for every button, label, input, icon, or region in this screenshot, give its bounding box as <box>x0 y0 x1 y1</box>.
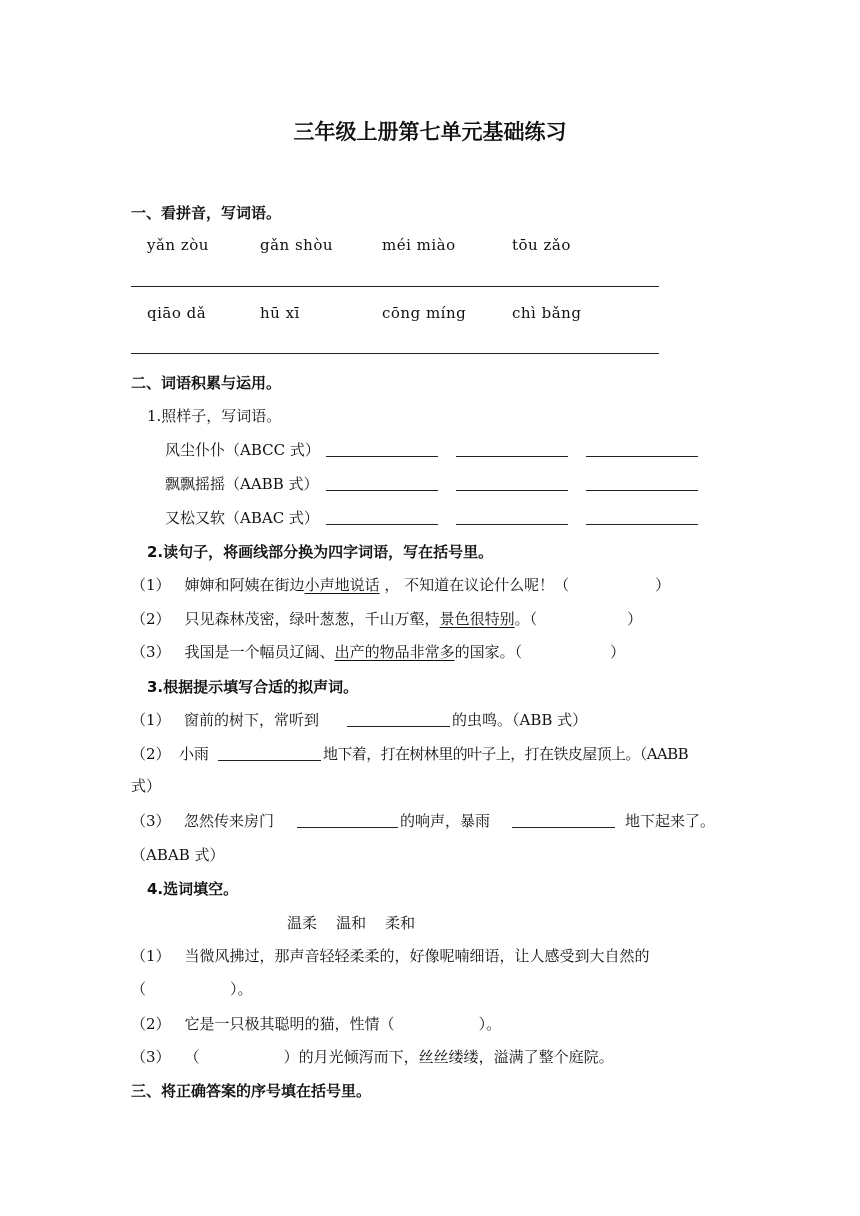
word-bank: 温柔 温和 柔和 <box>287 914 416 932</box>
sentence-text: 地下着，打在树林里的叶子上，打在铁皮屋顶上。（AABB <box>323 745 689 763</box>
sentence-text: 小雨 <box>179 745 210 763</box>
sentence-text: 窗前的树下，常听到 <box>184 711 320 729</box>
underlined-phrase: 出产的物品非常多 <box>334 643 455 661</box>
item-number: （3） <box>131 643 171 661</box>
sentence-text: 当微风拂过，那声音轻轻柔柔的，好像呢喃细语，让人感受到大自然的 <box>184 947 650 965</box>
bracket-open: （ <box>131 980 147 998</box>
question-title: 1.照样子，写词语。 <box>147 407 282 425</box>
answer-blank[interactable] <box>326 524 438 525</box>
item-number: （2） <box>131 610 171 628</box>
item-number: （1） <box>131 711 171 729</box>
sentence-text: 的虫鸣。（ABB 式） <box>452 711 588 729</box>
question-title: 2.读句子，将画线部分换为四字词语，写在括号里。 <box>147 543 494 561</box>
sentence-text: （ABAB 式） <box>131 846 225 864</box>
section-3-heading: 三、将正确答案的序号填在括号里。 <box>131 1082 372 1100</box>
sentence-text: 式） <box>131 777 162 795</box>
item-number: （2） <box>131 745 171 763</box>
answer-blank[interactable] <box>297 827 398 828</box>
item-number: （1） <box>131 576 171 594</box>
answer-blank[interactable] <box>456 524 568 525</box>
sentence-text: ， 不知道在议论什么呢！（ <box>379 576 570 594</box>
pinyin-item: qiāo dǎ <box>147 304 207 322</box>
sentence-text: 忽然传来房门 <box>184 812 275 830</box>
answer-blank[interactable] <box>347 726 450 727</box>
sentence-text: 的响声，暴雨 <box>400 812 491 830</box>
answer-blank[interactable] <box>456 490 568 491</box>
sentence-text: 地下起来了。 <box>625 812 716 830</box>
writing-line[interactable] <box>131 353 659 354</box>
item-number: （3） <box>131 1048 171 1066</box>
answer-blank[interactable] <box>512 827 615 828</box>
pinyin-item: chì bǎng <box>512 304 582 322</box>
answer-blank[interactable] <box>326 456 438 457</box>
sentence-text: 。（ <box>514 610 538 628</box>
sentence-text: 它是一只极其聪明的猫，性情（ <box>184 1015 395 1033</box>
bracket-open: （ <box>184 1048 200 1066</box>
sentence-item <box>131 608 642 629</box>
pinyin-item: yǎn zòu <box>147 236 209 254</box>
sentence-text: 只见森林茂密，绿叶葱葱，千山万壑， <box>184 610 440 628</box>
sentence-text: ）的月光倾泻而下，丝丝缕缕，溢满了整个庭院。 <box>283 1048 614 1066</box>
pattern-example: 风尘仆仆（ABCC 式） <box>165 441 320 459</box>
sentence-item <box>131 945 650 966</box>
pinyin-item: hū xī <box>260 304 300 322</box>
pattern-example: 飘飘摇摇（AABB 式） <box>165 475 319 493</box>
bracket-close: ） <box>655 576 671 594</box>
section-1-heading: 一、看拼音，写词语。 <box>131 204 282 222</box>
section-2-heading: 二、词语积累与运用。 <box>131 374 282 392</box>
bracket-close: ） <box>610 643 626 661</box>
question-title: 3.根据提示填写合适的拟声词。 <box>147 678 359 696</box>
item-number: （3） <box>131 812 171 830</box>
item-number: （2） <box>131 1015 171 1033</box>
page-title: 三年级上册第七单元基础练习 <box>293 120 567 144</box>
pinyin-item: gǎn shòu <box>260 236 334 254</box>
bracket-close: ）。 <box>478 1015 502 1033</box>
answer-blank[interactable] <box>326 490 438 491</box>
underlined-phrase: 小声地说话 <box>304 576 380 594</box>
sentence-item <box>131 1046 614 1067</box>
question-title: 4.选词填空。 <box>147 880 239 898</box>
sentence-text: 婶婶和阿姨在街边 <box>184 576 305 594</box>
pinyin-item: tōu zǎo <box>512 236 571 254</box>
bracket-close: ） <box>627 610 643 628</box>
answer-blank[interactable] <box>586 456 698 457</box>
sentence-item <box>131 641 625 662</box>
underlined-phrase: 景色很特别 <box>439 610 515 628</box>
pinyin-item: méi miào <box>382 236 456 254</box>
pinyin-item: cōng míng <box>382 304 467 322</box>
item-number: （1） <box>131 947 171 965</box>
sentence-text: 的国家。（ <box>454 643 523 661</box>
bracket-close: ）。 <box>230 980 253 998</box>
pattern-example: 又松又软（ABAC 式） <box>165 509 319 527</box>
answer-blank[interactable] <box>218 760 321 761</box>
writing-line[interactable] <box>131 286 659 287</box>
answer-blank[interactable] <box>456 456 568 457</box>
sentence-item <box>131 1013 501 1034</box>
sentence-item <box>131 978 253 999</box>
answer-blank[interactable] <box>586 490 698 491</box>
sentence-item <box>131 574 670 595</box>
answer-blank[interactable] <box>586 524 698 525</box>
sentence-text: 我国是一个幅员辽阔、 <box>184 643 335 661</box>
